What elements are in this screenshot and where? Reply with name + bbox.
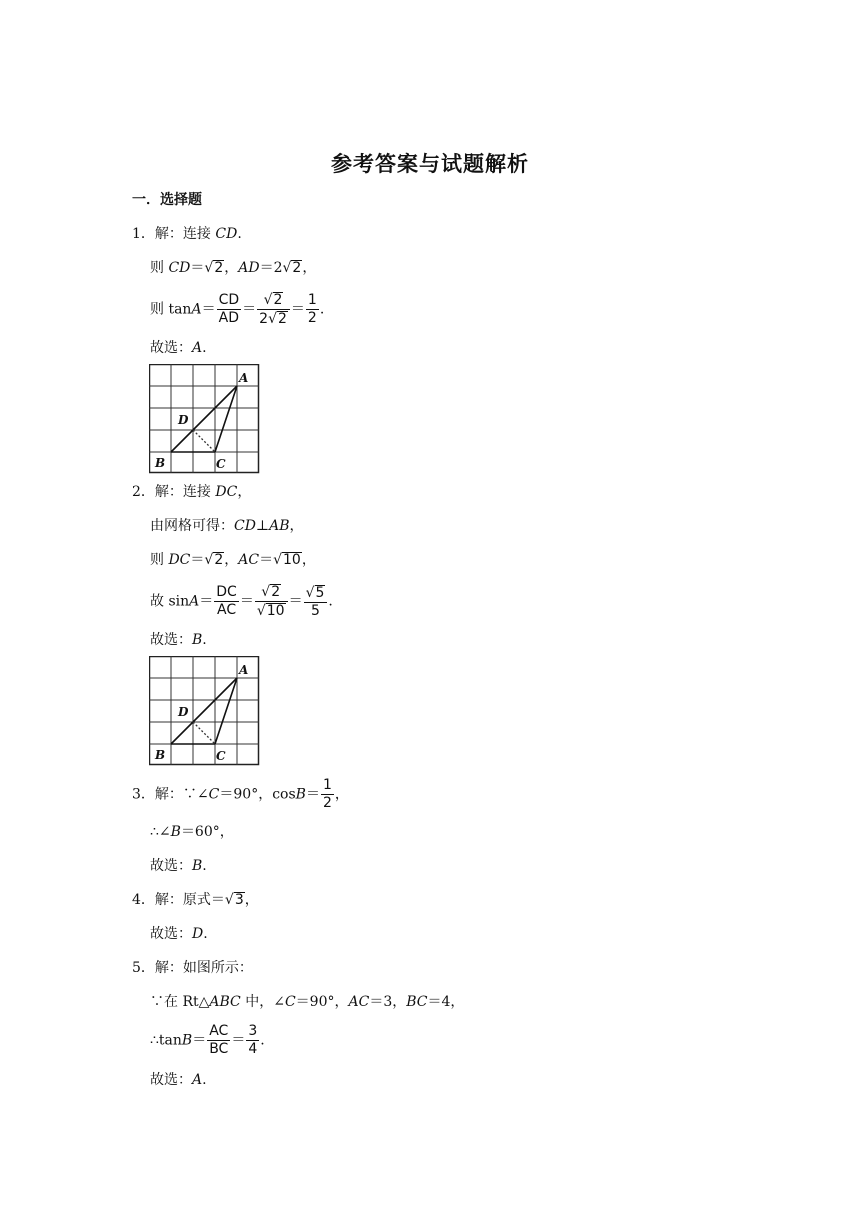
q5-answer: 故选：A. <box>150 1072 207 1088</box>
q3-var-b: B <box>295 786 306 803</box>
q5-frac-ac-bc <box>207 1024 230 1057</box>
q5-l2-c: ＝90°， <box>295 994 349 1010</box>
q5-line-3: ∴tanB＝ $\frac{AC}{BC}$ ＝ $\frac{3}{4}$ . <box>150 1023 265 1057</box>
q2-frac-dc-ac <box>214 585 239 618</box>
q5-line-1 <box>132 958 253 978</box>
q3-l2-pre: ∴∠ <box>150 824 171 840</box>
q2-angle-a: A <box>189 593 200 610</box>
q2-radicand-10: 10 <box>282 552 301 568</box>
q1-frac3-num: 1 <box>307 292 317 308</box>
q4-answer: 故选：D. <box>150 926 208 942</box>
q3-frac-half <box>321 778 334 811</box>
q1-f2-den-rad: 2 <box>277 311 287 327</box>
q3-answer-letter: B <box>192 858 203 874</box>
q2-line-4: 故 sinA＝ $\frac{DC}{AC}$ ＝ $\frac{√2}{√10}$ ＝ $\frac{√5}{5}$ . <box>150 584 333 619</box>
q5-ac-val: ＝3， <box>369 994 407 1010</box>
q3-number: 3． <box>132 786 155 803</box>
q3-l1-pre: 解：∵∠ <box>154 786 209 803</box>
q1-line-2: 则 CD＝√2，AD＝2√2， <box>150 260 317 276</box>
q2-grid-figure <box>149 656 261 766</box>
q1-frac-sqrt: $\frac{√2}{2√2}$ <box>257 292 290 327</box>
q1-radicand-b: 2 <box>292 260 302 276</box>
q3-l2-post: ＝60°， <box>180 824 234 840</box>
q2-answer: 故选：B. <box>150 632 207 648</box>
q5-frac2-den: 4 <box>248 1041 258 1057</box>
q5-answer-letter: A <box>192 1072 203 1088</box>
q1-answer: 故选：A. <box>150 340 207 356</box>
q2-intro: 解：连接 <box>154 484 216 500</box>
q1-answer-pre: 故选： <box>150 340 192 356</box>
q1-tan: 则 tan <box>150 301 192 318</box>
q2-sin: 故 sin <box>150 593 190 610</box>
q2-intro-var: DC <box>215 484 238 500</box>
q2-perp: CD⊥AB <box>234 518 290 534</box>
q1-frac1-den: AD <box>218 310 240 326</box>
q1-angle-a: A <box>191 301 202 318</box>
q2-sqrt2: √2 <box>204 552 224 568</box>
q1-frac3-den: 2 <box>307 310 317 326</box>
q1-eq: ＝ <box>190 260 205 276</box>
q1-number: 1． <box>132 226 155 242</box>
q2-l2: 由网格可得： <box>150 518 234 534</box>
q2-l3-pre: 则 <box>150 552 169 568</box>
q5-number: 5． <box>132 960 155 976</box>
q3-l1-mid: ＝90°，cos <box>219 786 296 803</box>
q5-angle-c: C <box>284 994 296 1010</box>
q1-sqrt2-b: √2 <box>282 260 302 276</box>
q1-cd: CD <box>168 260 191 276</box>
q4-answer-letter: D <box>192 926 204 942</box>
q2-grid-label-b: B <box>155 748 166 762</box>
q5-frac2-num: 3 <box>248 1023 258 1039</box>
q1-grid-label-c: C <box>216 457 226 471</box>
q2-f3-num: 5 <box>315 584 325 601</box>
q1-grid-label-d: D <box>178 413 189 427</box>
q3-line-2 <box>150 822 234 842</box>
q5-abc: ABC <box>209 994 241 1010</box>
q1-f2-num-rad: 2 <box>273 292 283 308</box>
q2-frac-result: $\frac{√5}{5}$ <box>304 585 328 619</box>
q1-f2-den-coef: 2 <box>259 311 269 327</box>
q5-bc-val: ＝4， <box>427 994 465 1010</box>
q1-grid-label-b: B <box>155 456 166 470</box>
q2-frac-sqrt: $\frac{√2}{√10}$ <box>255 584 288 619</box>
q5-l2-pre: ∵在 Rt△ <box>150 994 210 1010</box>
q5-frac1-num: AC <box>207 1024 230 1041</box>
q2-grid-label-c: C <box>216 749 226 763</box>
q5-answer-pre: 故选： <box>150 1072 192 1088</box>
q5-tan: ∴tan <box>150 1032 182 1049</box>
q2-answer-pre: 故选： <box>150 632 192 648</box>
q2-ac: AC <box>238 552 260 568</box>
q3-answer: 故选：B. <box>150 858 207 874</box>
q2-line-1: 2．解：连接 DC， <box>132 484 252 500</box>
q5-bc: BC <box>406 994 428 1010</box>
q1-frac1-num: CD <box>218 292 240 308</box>
q4-sqrt3: √3 <box>224 892 244 908</box>
q3-answer-pre: 故选： <box>150 858 192 874</box>
q3-frac-den: 2 <box>322 795 332 811</box>
q5-line-2 <box>150 992 464 1012</box>
q5-angle-b: B <box>181 1032 193 1049</box>
q1-grid-figure <box>149 364 261 474</box>
q2-sqrt10: √10 <box>273 552 301 568</box>
q2-grid-label-d: D <box>178 705 189 719</box>
q5-l1: 解：如图所示： <box>154 960 253 976</box>
q4-answer-pre: 故选： <box>150 926 192 942</box>
q1-intro-var: CD <box>215 226 238 242</box>
q1-frac-half <box>306 293 319 326</box>
q2-line-2: 由网格可得：CD⊥AB， <box>150 518 304 534</box>
q1-ad-coef: 2 <box>273 260 283 276</box>
q2-radicand-2: 2 <box>214 552 224 568</box>
q2-grid-label-a: A <box>239 663 249 677</box>
q2-answer-letter: B <box>192 632 203 648</box>
q5-frac1-den: BC <box>209 1041 229 1057</box>
q2-frac1-num: DC <box>216 584 237 600</box>
q1-frac-cd-ad <box>217 293 242 326</box>
q1-l2-pre: 则 <box>150 260 169 276</box>
q2-f3-den: 5 <box>311 602 320 619</box>
q5-frac-three-quarters <box>246 1024 259 1057</box>
q1-intro: 解：连接 <box>154 226 216 242</box>
q4-number: 4． <box>132 892 155 908</box>
q1-sqrt2: √2 <box>204 260 224 276</box>
q2-f2-num: 2 <box>271 584 281 600</box>
q4-line-1: 4．解：原式＝√3， <box>132 892 259 908</box>
q1-line-1: 1．解：连接 CD. <box>132 226 242 242</box>
section-heading: 一．选择题 <box>132 192 202 208</box>
q5-l2-mid: 中，∠ <box>240 994 285 1010</box>
q2-f2-den: 10 <box>266 603 285 619</box>
q1-radicand: 2 <box>214 260 224 276</box>
q2-dc: DC <box>168 552 191 568</box>
q2-number: 2． <box>132 484 155 500</box>
q4-l1-pre: 解：原式＝ <box>154 892 225 908</box>
q5-ac: AC <box>348 994 370 1010</box>
q1-line-3: 则 tanA＝ $\frac{CD}{AD}$ ＝ $\frac{√2}{2√2}$ ＝ $\frac{1}{2}$ . <box>150 292 325 327</box>
q2-line-3: 则 DC＝√2，AC＝√10， <box>150 552 316 568</box>
q3-frac-num: 1 <box>322 777 332 793</box>
q2-frac1-den: AC <box>216 602 237 618</box>
q4-radicand: 3 <box>234 892 244 908</box>
q3-angle-b: B <box>170 824 181 840</box>
page-title: 参考答案与试题解析 <box>331 152 529 176</box>
q1-grid-label-a: A <box>239 371 249 385</box>
q3-angle-c: C <box>208 786 220 803</box>
q3-line-1: 3．解：∵∠C＝90°，cosB＝ $\frac{1}{2}$ ， <box>132 777 349 811</box>
q1-ad: AD <box>238 260 260 276</box>
q1-answer-letter: A <box>192 340 203 356</box>
